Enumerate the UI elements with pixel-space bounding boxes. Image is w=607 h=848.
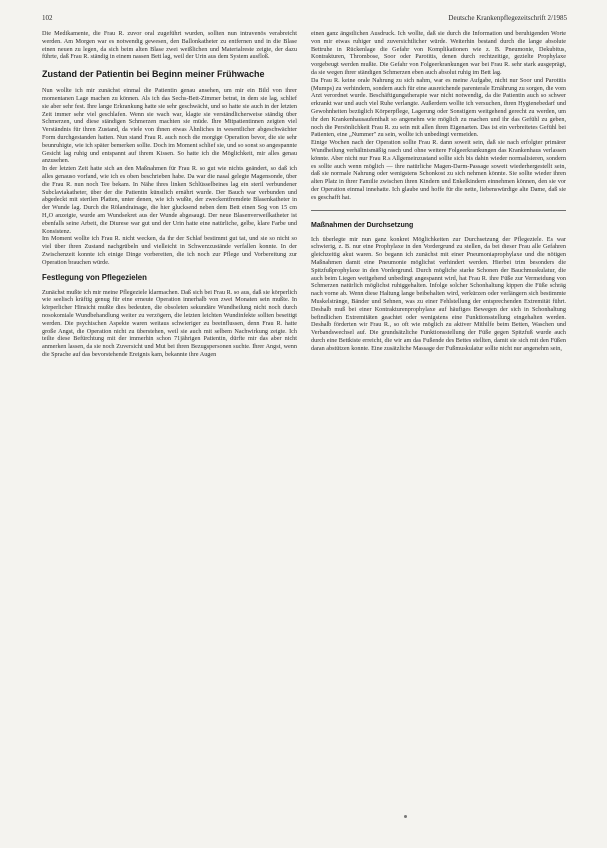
- body-paragraph: Da Frau R. keine orale Nahrung zu sich nahm, war es meine Aufgabe, nicht nur Soor und Parotitis (Mumps) zu verhindern, sondern auch für eine ausreichende parenterale Ernährung zu sorgen, die vom Arzt verordnet wurde. Beschäftigungstherapie war nicht notwendig, da die Patientin auch so schwer erkrankt war und auch viel Ruhe verlangte. Außerdem wollte ich versuchen, ihren Hygienebedarf und Gewohnheiten bezüglich Körperpflege, Lagerung oder Sonstigem weitgehend gerecht zu werden, um ihr den Krankenhausaufenthalt so angenehm wie möglich zu machen und ihr das Gefühl zu geben, noch die Persönlichkeit Frau R. zu sein mit allen ihren Eigenarten. Das ist ein verbreitetes Gefühl bei Patienten, eine „Nummer" zu sein, wollte ich unbedingt vermeiden.: [311, 76, 566, 139]
- section-divider: [311, 210, 566, 211]
- body-paragraph: Nun wollte ich mir zunächst einmal die Patientin genau ansehen, um mir ein Bild von ihrer momentanen Lage machen zu können. Als ich das Sechs-Bett-Zimmer betrat, in dem sie lag, schlief sie aber sehr fest. Ihre lange Erkrankung hatte sie sehr geschwächt, und so hatte sie auch in der letzten Zeit immer sehr viel geschlafen. Wenn sie wach war, klagte sie verständlicherweise ständig über Schmerzen, und diese ständigen Schmerzen machten sie müde. Ihre Mitpatientinnen zeigten viel Verständnis für ihren Zustand, da viele von ihnen etwas Ähnliches in wesentlicher abgeschwächter Form durchgestanden hatten. Nun stand Frau R. auch noch die morgige Operation bevor, die sie sehr beunruhigte, wie ich später bemerken sollte. Doch im Moment schlief sie, und so sonst so angespannte Gesicht lag ruhig und entspannt auf ihrem Kissen. So hatte ich die Möglichkeit, mir alles genau anzusehen.: [42, 87, 297, 165]
- section-heading-zustand: Zustand der Patientin bei Beginn meiner Frühwache: [42, 69, 265, 80]
- page-header: [42, 14, 567, 26]
- running-title: Deutsche Krankenpflegezeitschrift 2/1985: [448, 14, 567, 22]
- body-paragraph: Im Moment wollte ich Frau R. nicht wecken, da ihr der Schlaf bestimmt gut tat, und sie so nicht so viel über ihren Zustand nachgrübeln und vielleicht in Schwerzzustände verfallen konnte. In der Zwischenzeit konnte ich einige Dinge vorbereiten, die ich noch zur Pflege und Vorbereitung zur Operation brauchen würde.: [42, 235, 297, 266]
- body-paragraph: In der letzten Zeit hatte sich an den Maßnahmen für Frau R. so gut wie nichts geändert, so daß ich alles genauso vorfand, wie ich es oben beschrieben habe. Da war die nasal gelegte Magensonde, über die Frau R. nun noch Tee bekam. In Nähe ihres linken Schlüsselbeines lag ein steril verbundener Subclaviakatheter, über der die Patientin künstlich ernährt wurde. Der Bauch war verbunden und abgedeckt mit sterilen Platten, unter denen, wie ich wußte, der zweckentfremdete Blasenkatheter in der Wunde lag. Durch die Rölandrainage, die hier glucksend neben dem Bett einen Sog von 15 cm H₂O anzeigte, wurde am Wundsekret aus der Wunde abgesaugt. Der neue Blasenverweilkatheter ist ebenfalls seine Arbeit, die Diurese war gut und der Urin hatte eine natürliche, gelbe, klare Farbe und Konsistenz.: [42, 165, 297, 235]
- body-paragraph: Ich überlegte mir nun ganz konkret Möglichkeiten zur Durchsetzung der Pflegeziele. Es war schwierig, z. B. nur eine Prophylaxe in den Vordergrund zu stellen, da bei dieser Frau alle Gefahren gleichzeitig akut waren. So begann ich zunächst mit einer Pneumoniaprophylaxe und die nötigen Maßnahmen damit eine Pneumonie möglichst verhindert werden. Hierbei trim besonders die Spitzfußprophylaxe in den Vordergrund. Durch mögliche starke Schonen der Bauchmuskulatur, die auch beim Liegen weitgehend unbedingt angespannt wird, hat Frau R. ihre Füße zur Vermeidung von Schmerzen natürlich möglichst ruhiggehalten. Infolge solcher Schonhaltung kippen die Füße schräg nach vorne ab. Wenn diese Haltung lange beibehalten wird, verkürzen oder verlängern sich bestimmte Muskelstränge, Bänder und Sehnen, was zu einer Fehlstellung der entsprechenden Extremität führt. Deshalb muß bei einer Kontrakturenprophylaxe auf häufiges Bewegen der sich in Schonhaltung befindlichen Extremitäten geachtet oder wenigstens eine Funktionsstellung eingehalten werden. Deshalb förderten wir Frau R., so oft wie möglich zu aktiver Mithilfe beim Betten, Waschen und Verbandswechsel auf. Die grundsätzliche Funktionsstellung der Füße gegen Spitzfuß wurde auch durch eine Bettkiste erreicht, die wir am das Fußende des Bettes stellten, damit sie sich mit den Füßen daran abstützen konnte. Eine zusätzliche Massage der Fußmuskulatur sollte nicht nur angenehm sein,: [311, 235, 566, 352]
- body-paragraph: Einige Wochen nach der Operation sollte Frau R. dann soweit sein, daß sie nach erfolgter primärer Wundheilung verhältnismäßig rasch und ohne weitere Folgeerkrankungen das Krankenhaus verlassen könnte. Aber nicht nur Frau R.s Allgemeinzustand sollte sich bis dahin wieder normalisieren, sondern es sollte auch wenn möglich — ihre natürliche Magen-Darm-Passage soweit wiederhergestellt sein, daß sie normale Nahrung oder wenigstens Schonkost zu sich nehmen könnte. Sie sollte wieder ihren alten Platz in ihrer Familie zwischen ihren Kindern und Enkelkindern einnehmen können, den sie vor der Operation einmal innehatte. Ich glaube und hoffe für die nette, liebenswürdige alte Dame, daß sie es geschafft hat.: [311, 139, 566, 201]
- page-number: 102: [42, 14, 53, 22]
- page-mark: [404, 815, 407, 818]
- intro-paragraph: Die Medikamente, die Frau R. zuvor oral zugeführt wurden, sollten nun intravenös verabreicht werden. Am Morgen war es notwendig gewesen, den Ballonkatheter zu entfernen und in die Blase einen neuen zu legen, da sich beim alten Blase zwei weißlichen und Materialreste zeigte, der dazu führte, daß Frau R. ständig in einem nassen Bett lag, weil der Urin aus dem System ausfloß.: [42, 30, 297, 61]
- section-heading-pflegeziele: Festlegung von Pflegezielen: [42, 272, 147, 282]
- body-paragraph: einen ganz ängstlichen Ausdruck. Ich wollte, daß sie durch die Information und beruhigenden Worte von mir etwas ruhiger und zuversichtlicher würde. Weiterhin bestand durch die lange absolute Bettruhe in Rückenlage die Gefahr von Komplikationen wie z. B. Pneumonie, Dekubitus, Kontrakturen, Thrombose, Soor oder Parotitis, denen durch rechtzeitige, gezielte Prophylaxe vorgebeugt werden mußte. Die Gefahr von Folgeerkrankungen war bei Frau R. sehr stark ausgeprägt, da sie wegen ihrer ständigen Schmerzen eben auch absolut ruhig im Bett lag.: [311, 30, 566, 76]
- right-column: [311, 30, 566, 352]
- section-heading-massnahmen: Maßnahmen der Durchsetzung: [311, 221, 414, 229]
- body-paragraph: Zunächst mußte ich mir meine Pflegeziele klarmachen. Daß sich bei Frau R. so aus, daß sie körperlich wie seelisch kräftig genug für eine erneute Operation innerhalb von zwei Monaten sein mußte. In körperlicher Hinsicht mußte dies bedeuten, die obsoleten sekundäre Wundheilung nicht noch durch nosokomiale Wundbehandlung weiter zu verzögern, die letzten leichten Wundinfekte sollten beseitigt werden. Die psychischen Aspekte waren weitaus schwieriger zu beeinflussen, denn Frau R. hatte große Angst, die Operation nicht zu überstehen, weil sie auch mit selbem Nachwirkung zeigte. Ich teilte diese Befürchtung mit der immerhin schon 71jährigen Patientin, dürfte mir das aber nicht anmerken lassen, da sie noch Zuversicht und Mut bei ihren Bezugspersonen suchte. Ihrer Angst, wenn die Sprache auf das bevorstehende Ereignis kam, bekannte ihre Augen: [42, 288, 297, 358]
- left-column: [42, 30, 297, 359]
